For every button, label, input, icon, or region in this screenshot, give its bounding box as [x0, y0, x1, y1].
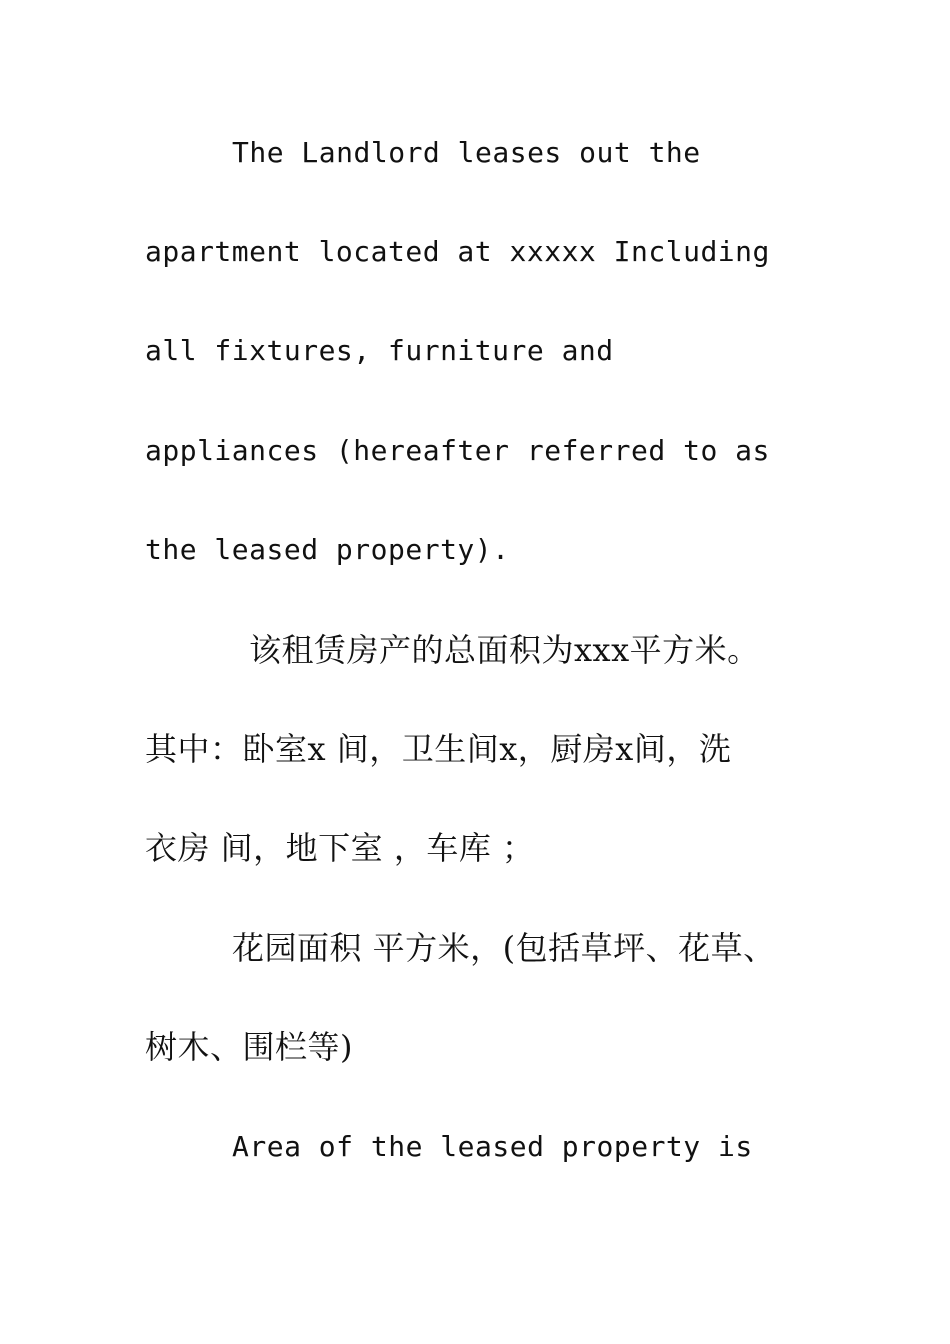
paragraph-line: all fixtures, furniture and: [145, 334, 614, 367]
paragraph-line: apartment located at xxxxx Including: [145, 235, 770, 268]
paragraph-line: the leased property).: [145, 533, 510, 566]
paragraph-line: The Landlord leases out the: [232, 136, 701, 169]
paragraph-line: Area of the leased property is: [232, 1130, 753, 1163]
paragraph-line: 该租赁房产的总面积为xxx平方米。: [249, 631, 760, 669]
paragraph-line: 衣房 间，地下室 ，车库 ；: [145, 829, 535, 867]
paragraph-line: appliances (hereafter referred to as: [145, 434, 770, 467]
paragraph-line: 树木、围栏等): [145, 1028, 353, 1066]
paragraph-line: 其中：卧室x 间，卫生间x，厨房x间，洗: [145, 730, 732, 768]
paragraph-line: 花园面积 平方米，(包括草坪、花草、: [232, 929, 776, 967]
